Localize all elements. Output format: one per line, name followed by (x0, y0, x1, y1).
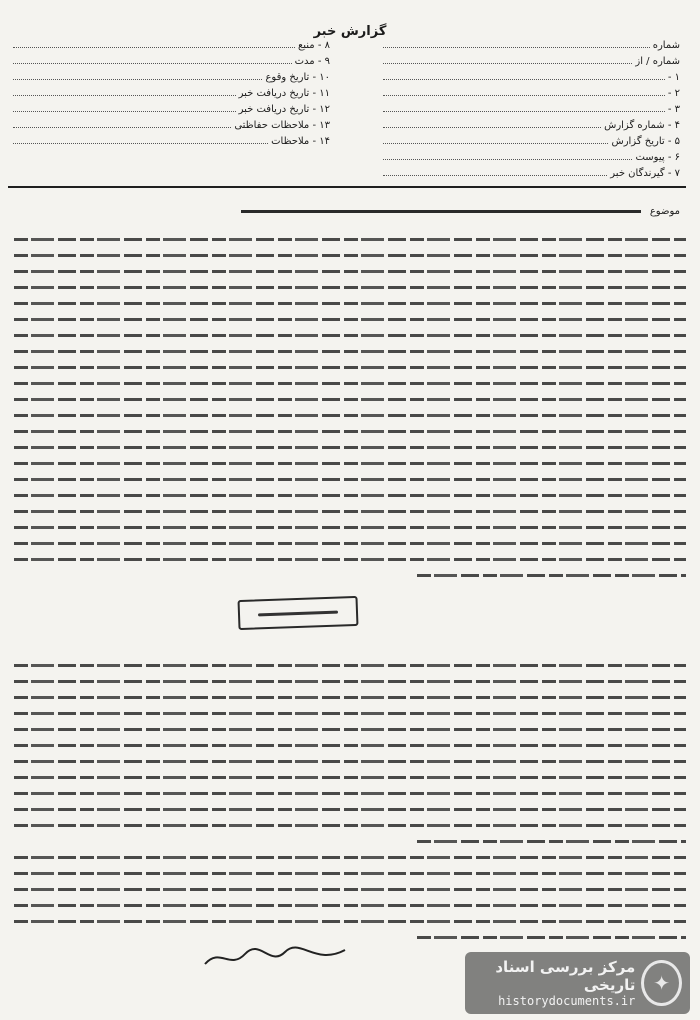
metadata-dotted-line (383, 110, 665, 112)
handwritten-text-line (14, 334, 686, 337)
handwritten-text-line (14, 494, 686, 497)
handwritten-signature (200, 942, 350, 972)
handwritten-text-line (14, 478, 686, 481)
archive-icon: ✦ (641, 960, 682, 1006)
handwritten-text-line (14, 254, 686, 257)
subject-line (120, 206, 680, 217)
metadata-row (380, 148, 680, 163)
handwritten-text-line (14, 808, 686, 811)
metadata-label: ۹ - مدت (294, 56, 330, 67)
metadata-label: ۱۲ - تاریخ دریافت خبر (238, 104, 330, 115)
metadata-row (380, 100, 680, 115)
metadata-label: ۱۱ - تاریخ دریافت خبر (238, 88, 330, 99)
metadata-dotted-line (383, 78, 665, 80)
document-stamp (238, 596, 359, 630)
metadata-dotted-line (383, 142, 608, 144)
watermark-logo (465, 952, 690, 1014)
metadata-label: ۵ - تاریخ گزارش (611, 136, 680, 147)
handwritten-text-line (14, 792, 686, 795)
metadata-row (380, 36, 680, 51)
handwritten-text-line (14, 318, 686, 321)
metadata-dotted-line (13, 142, 268, 144)
handwritten-text-line (14, 856, 686, 859)
handwritten-text-line (14, 664, 686, 667)
report-metadata-right (380, 36, 680, 180)
metadata-label: ۱۴ - ملاحظات (271, 136, 330, 147)
metadata-dotted-line (383, 126, 601, 128)
handwritten-text-line (14, 872, 686, 875)
watermark-name: مرکز بررسی اسناد تاریخی (495, 958, 636, 994)
handwritten-text-line (417, 936, 686, 939)
handwritten-text-line (14, 744, 686, 747)
handwritten-text-line (14, 920, 686, 923)
metadata-label: شماره (652, 40, 680, 51)
metadata-label: ۱۳ - ملاحظات حفاظتی (234, 120, 330, 131)
report-body-section-2 (14, 664, 686, 952)
metadata-row (380, 132, 680, 147)
metadata-label: ۱ - (667, 72, 680, 83)
handwritten-text-line (14, 366, 686, 369)
watermark-url: historydocuments.ir (498, 994, 636, 1008)
metadata-dotted-line (13, 78, 262, 80)
metadata-dotted-line (13, 46, 295, 48)
handwritten-text-line (14, 526, 686, 529)
handwritten-text-line (14, 696, 686, 699)
report-body-section-1 (14, 238, 686, 590)
metadata-row (380, 84, 680, 99)
handwritten-text-line (14, 888, 686, 891)
handwritten-text-line (14, 270, 686, 273)
metadata-row (380, 116, 680, 131)
handwritten-text-line (417, 840, 686, 843)
handwritten-text-line (14, 302, 686, 305)
report-title: گزارش خبر (313, 24, 387, 39)
handwritten-text-line (14, 398, 686, 401)
handwritten-text-line (14, 712, 686, 715)
subject-label: موضوع (649, 206, 680, 217)
report-metadata-left (10, 36, 330, 148)
handwritten-text-line (14, 542, 686, 545)
metadata-row (10, 84, 330, 99)
metadata-row (380, 52, 680, 67)
handwritten-text-line (14, 350, 686, 353)
metadata-dotted-line (383, 158, 632, 160)
metadata-label: ۷ - گیرندگان خبر (610, 168, 680, 179)
metadata-row (10, 36, 330, 51)
handwritten-text-line (14, 238, 686, 241)
metadata-label: ۴ - شماره گزارش (604, 120, 680, 131)
handwritten-text-line (14, 776, 686, 779)
metadata-label: شماره / از (635, 56, 680, 67)
handwritten-text-line (14, 904, 686, 907)
metadata-row (380, 68, 680, 83)
metadata-row (380, 164, 680, 179)
metadata-dotted-line (13, 62, 292, 64)
handwritten-text-line (14, 728, 686, 731)
handwritten-text-line (417, 574, 686, 577)
metadata-row (10, 116, 330, 131)
metadata-dotted-line (13, 126, 231, 128)
metadata-label: ۶ - پیوست (635, 152, 680, 163)
metadata-label: ۳ - (667, 104, 680, 115)
handwritten-text-line (14, 760, 686, 763)
metadata-label: ۲ - (667, 88, 680, 99)
metadata-dotted-line (13, 110, 236, 112)
handwritten-text-line (14, 446, 686, 449)
metadata-dotted-line (383, 46, 650, 48)
metadata-label: ۸ - منبع (297, 40, 330, 51)
metadata-dotted-line (383, 94, 665, 96)
metadata-label: ۱۰ - تاریخ وقوع (265, 72, 330, 83)
metadata-dotted-line (383, 62, 632, 64)
handwritten-text-line (14, 414, 686, 417)
metadata-row (10, 68, 330, 83)
handwritten-text-line (14, 462, 686, 465)
handwritten-text-line (14, 510, 686, 513)
handwritten-text-line (14, 382, 686, 385)
handwritten-text-line (14, 680, 686, 683)
handwritten-text-line (14, 558, 686, 561)
handwritten-text-line (14, 286, 686, 289)
handwritten-text-line (14, 430, 686, 433)
header-divider (8, 186, 686, 188)
metadata-dotted-line (383, 174, 607, 176)
metadata-row (10, 100, 330, 115)
metadata-row (10, 52, 330, 67)
metadata-row (10, 132, 330, 147)
handwritten-text-line (14, 824, 686, 827)
metadata-dotted-line (13, 94, 236, 96)
